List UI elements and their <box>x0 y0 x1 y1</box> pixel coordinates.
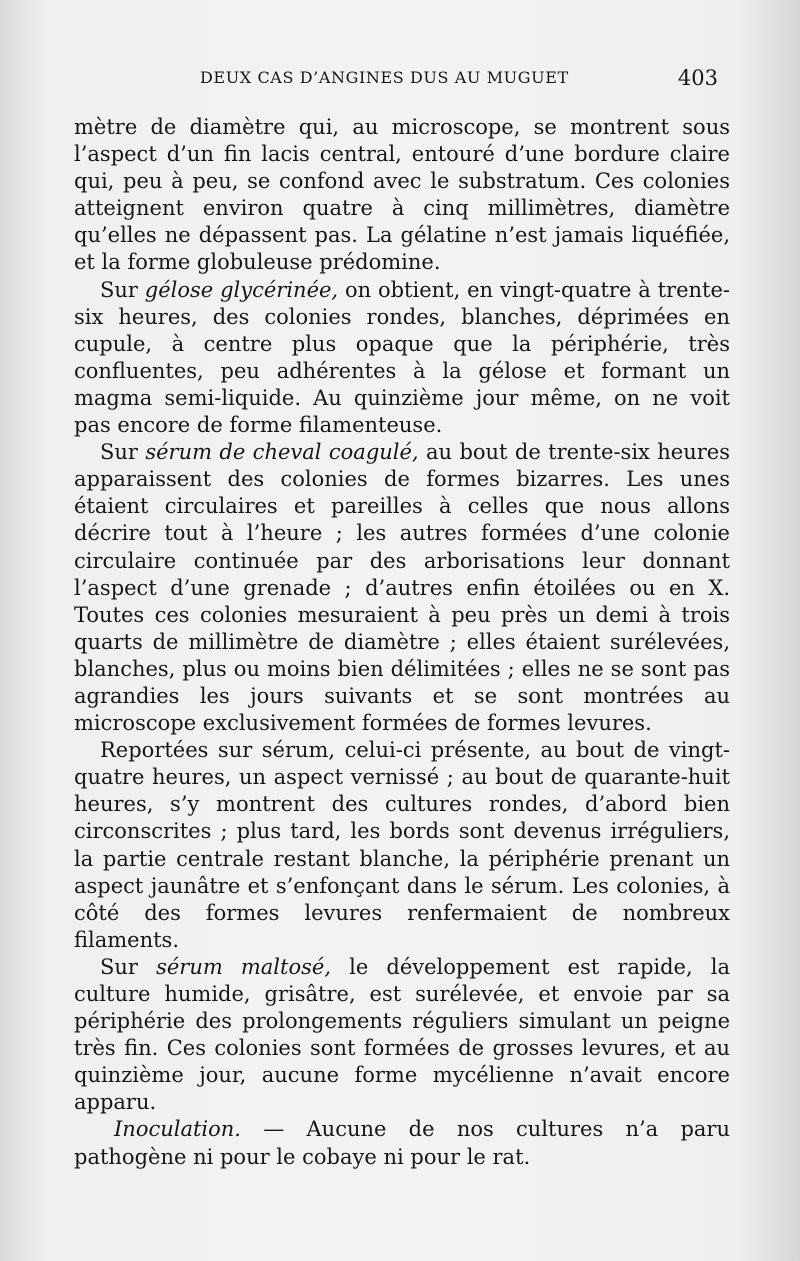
body-text <box>74 114 730 1171</box>
medium-name: sérum de cheval coagulé, <box>145 440 419 465</box>
running-title: DEUX CAS D’ANGINES DUS AU MUGUET <box>200 68 569 87</box>
paragraph-serum-maltose <box>74 954 730 1117</box>
paragraph-text: mètre de diamètre qui, au microscope, se montrent sous l’aspect d’un fin lacis central, entouré d’une bordure claire qui, peu à peu, se confond avec le substratum. Ces colonies atteignent environ quatre à cinq millimètres, diamètre qu’elles ne dépassent pas. La gélatine n’est jamais liquéfiée, et la forme globuleuse prédomine. <box>74 115 730 275</box>
paragraph-serum-cheval <box>74 439 730 737</box>
paragraph-reportees <box>74 737 730 954</box>
medium-name: sérum maltosé, <box>156 954 331 979</box>
paragraph-gelose <box>74 277 730 440</box>
paragraph-lead: Sur <box>100 440 146 465</box>
medium-name: gélose glycérinée, <box>144 277 339 302</box>
section-heading: Inoculation. <box>114 1117 241 1142</box>
page-number: 403 <box>677 66 718 90</box>
paragraph-text: — Aucune de nos cultures n’a paru pathogène ni pour le cobaye ni pour le rat. <box>74 1117 730 1169</box>
paragraph-inoculation <box>74 1116 730 1170</box>
paragraph-text: Reportées sur sérum, celui-ci présente, au bout de vingt-quatre heures, un aspect vernissé ; au bout de quarante-huit heures, s’y montrent des cultures rondes, d’abord bien circonscrites ; plus tard, les bords sont devenus irréguliers, la partie centrale restant blanche, la périphérie prenant un aspect jaunâtre et s’enfonçant dans le sérum. Les colonies, à côté des formes levures renfermaient de nombreux filaments. <box>74 738 730 952</box>
paragraph-lead: Sur <box>100 277 145 302</box>
paragraph-text: le développement est rapide, la culture humide, grisâtre, est surélevée, et envoie par sa périphérie des prolongements réguliers simulant un peigne très fin. Ces colonies sont formées de grosses levures, et au quinzième jour, aucune forme mycélienne n’avait encore apparu. <box>74 954 731 1115</box>
paragraph-text: au bout de trente-six heures apparaissent des colonies de formes bizarres. Les unes étaient circulaires et pareilles à celles que nous allons décrire tout à l’heure ; les autres formées d’une colonie circulaire continuée par des arborisations leur donnant l’aspect d’une grenade ; d’autres enfin étoilées ou en X. Toutes ces colonies mesuraient à peu près un demi à trois quarts de millimètre de diamètre ; elles étaient surélevées, blanches, plus ou moins bien délimitées ; elles ne se sont pas agrandies les jours suivants et se sont montrées au microscope exclusivement formées de formes levures. <box>74 440 730 736</box>
paragraph-gelatin <box>74 114 730 277</box>
paragraph-lead: Sur <box>100 954 157 979</box>
running-head <box>200 66 720 96</box>
paragraph-text: on obtient, en vingt-quatre à trente-six heures, des colonies rondes, blanches, déprimées en cupule, à centre plus opaque que la périphérie, très confluentes, peu adhérentes à la gélose et formant un magma semi-liquide. Au quinzième jour même, on ne voit pas encore de forme filamenteuse. <box>74 277 730 438</box>
